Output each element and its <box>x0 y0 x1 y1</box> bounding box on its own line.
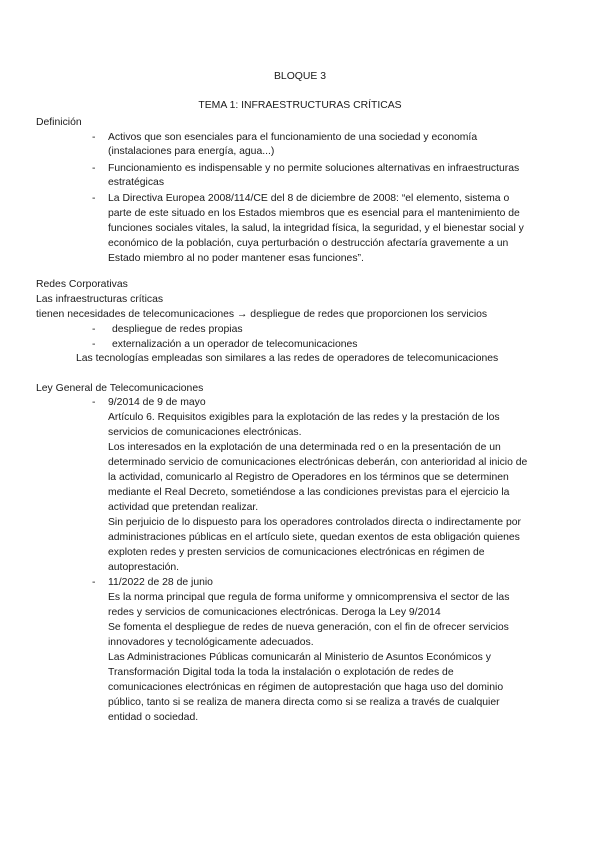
definicion-item-line: Estado miembro al no poder mantener esas funciones”. <box>108 253 364 264</box>
definicion-item-line: (instalaciones para energía, agua...) <box>108 146 275 157</box>
redes-line: Las infraestructuras críticas <box>36 294 164 305</box>
redes-item-text: externalización a un operador de telecomunicaciones <box>112 339 358 350</box>
law-line: Se fomenta el despliegue de redes de nueva generación, con el fin de ofrecer servicios <box>108 622 509 633</box>
dash-bullet: - <box>92 132 96 143</box>
law-line: la actividad, comunicarlo al Registro de Operadores en los términos que se determinen <box>108 472 509 483</box>
law-line: exploten redes y presten servicios de comunicaciones electrónicas en régimen de <box>108 547 485 558</box>
definicion-heading: Definición <box>36 117 82 128</box>
ley-heading: Ley General de Telecomunicaciones <box>36 383 204 394</box>
definicion-item-line: funciones sociales vitales, la salud, la integridad física, la seguridad, y el bienestar social y <box>108 223 524 234</box>
law-line: autoprestación. <box>108 562 180 573</box>
dash-bullet: - <box>92 193 96 204</box>
law-line: mediante el Real Decreto, sometiéndose a las condiciones previstas para el ejercicio la <box>108 487 510 498</box>
law-line: Sin perjuicio de lo dispuesto para los operadores controlados directa o indirectamente por <box>108 517 521 528</box>
redes-line: tienen necesidades de telecomunicaciones → despliegue de redes que proporcionen los servicios <box>36 309 488 320</box>
definicion-item-line: Activos que son esenciales para el funcionamiento de una sociedad y economía <box>108 132 478 143</box>
law-line: actividad que pretendan realizar. <box>108 502 259 513</box>
dash-bullet: - <box>92 339 96 350</box>
redes-item-text: despliegue de redes propias <box>112 324 243 335</box>
law-line: Transformación Digital toda la toda la instalación o explotación de redes de <box>108 667 454 678</box>
redes-note: Las tecnologías empleadas son similares a las redes de operadores de telecomunicaciones <box>76 353 499 364</box>
law-line: público, tanto si se realiza de manera directa como si se realiza a través de cualquier <box>108 697 500 708</box>
dash-bullet: - <box>92 163 96 174</box>
definicion-item-line: parte de este situado en los Estados miembros que es esencial para el mantenimiento de <box>108 208 520 219</box>
law-line: comunicaciones electrónicas en régimen de autoprestación que haga uso del dominio <box>108 682 504 693</box>
tema-title: TEMA 1: INFRAESTRUCTURAS CRÍTICAS <box>198 100 402 111</box>
law-line: determinado servicio de comunicaciones electrónicas deberán, con anterioridad al inicio de <box>108 457 528 468</box>
definicion-item-line: Funcionamiento es indispensable y no permite soluciones alternativas en infraestructuras <box>108 163 520 174</box>
law-line: servicios de comunicaciones electrónicas. <box>108 427 302 438</box>
law-title: 9/2014 de 9 de mayo <box>108 397 206 408</box>
definicion-item-line: La Directiva Europea 2008/114/CE del 8 de diciembre de 2008: “el elemento, sistema o <box>108 193 510 204</box>
law-title: 11/2022 de 28 de junio <box>108 577 213 588</box>
law-line: Los interesados en la explotación de una determinada red o en la presentación de un <box>108 442 501 453</box>
dash-bullet: - <box>92 324 96 335</box>
law-line: redes y servicios de comunicaciones electrónicas. Deroga la Ley 9/2014 <box>108 607 441 618</box>
definicion-item-line: estratégicas <box>108 177 165 188</box>
dash-bullet: - <box>92 577 96 588</box>
law-line: Es la norma principal que regula de forma uniforme y omnicomprensiva el sector de las <box>108 592 510 603</box>
dash-bullet: - <box>92 397 96 408</box>
definicion-item-line: económico de la población, cuya perturbación o destrucción afectaría gravemente a un <box>108 238 509 249</box>
law-line: innovadores y tecnológicamente adecuados. <box>108 637 314 648</box>
redes-heading: Redes Corporativas <box>36 279 128 290</box>
law-line: Las Administraciones Públicas comunicarán al Ministerio de Asuntos Económicos y <box>108 652 491 663</box>
block-title: BLOQUE 3 <box>274 71 326 82</box>
law-line: entidad o sociedad. <box>108 712 199 723</box>
law-line: Artículo 6. Requisitos exigibles para la explotación de las redes y la prestación de los <box>108 412 500 423</box>
law-line: administraciones públicas en el artículo siete, quedan exentos de esta obligación quienes <box>108 532 520 543</box>
